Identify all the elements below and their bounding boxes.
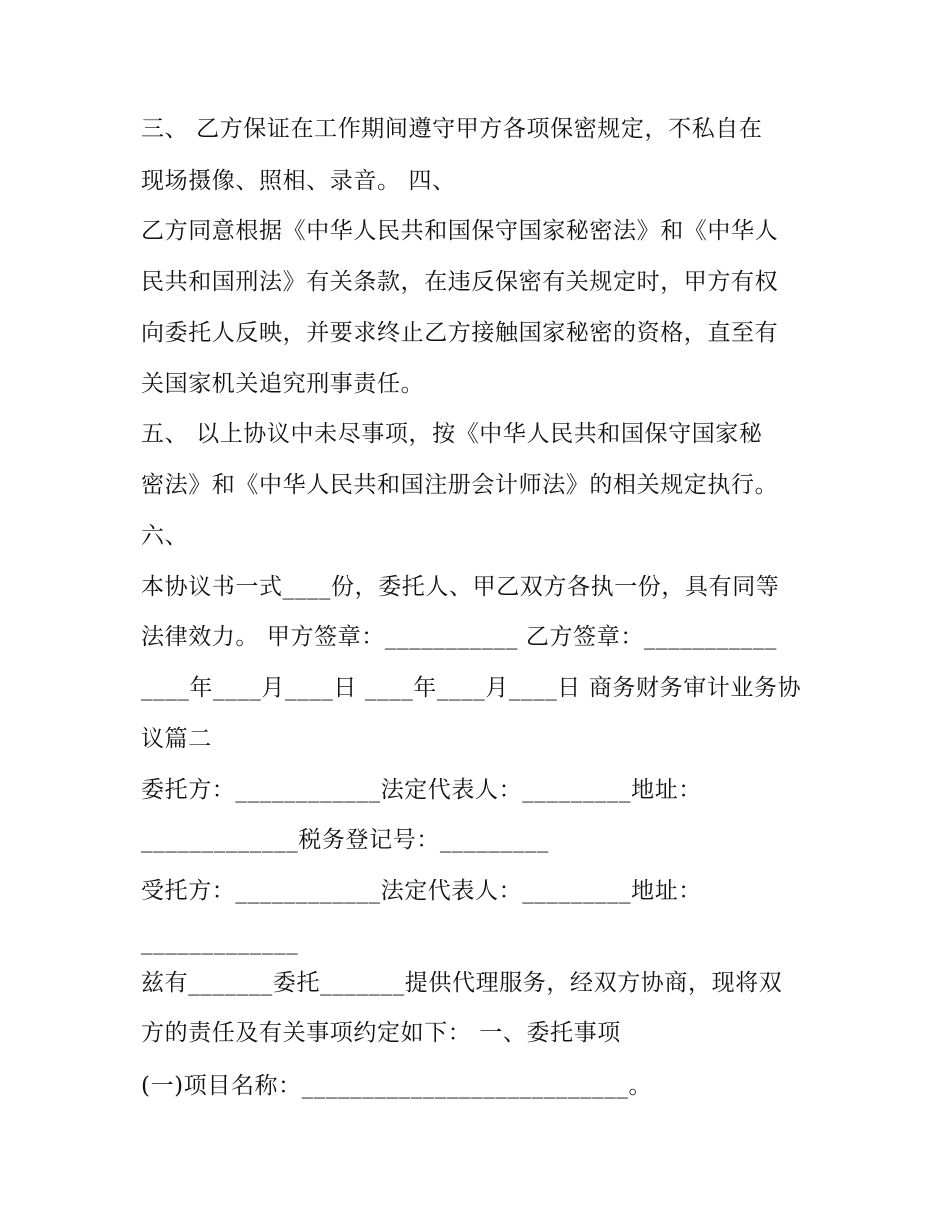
paragraph-line: 六、: [141, 523, 189, 549]
paragraph-line: 本协议书一式____份，委托人、甲乙双方各执一份，具有同等: [141, 574, 780, 600]
paragraph-line: 乙方同意根据《中华人民共和国保守国家秘密法》和《中华人: [141, 218, 779, 244]
paragraph-line: 法律效力。 甲方签章：___________ 乙方签章：___________: [141, 624, 778, 650]
paragraph-line: 三、 乙方保证在工作期间遵守甲方各项保密规定，不私自在: [141, 116, 763, 142]
paragraph-line: 现场摄像、照相、录音。 四、: [141, 168, 456, 194]
paragraph-line: 密法》和《中华人民共和国注册会计师法》的相关规定执行。: [141, 472, 779, 498]
paragraph-line: _____________税务登记号：_________: [141, 827, 549, 853]
paragraph-line: (一)项目名称：___________________________。: [141, 1073, 653, 1099]
paragraph-line: _____________: [141, 929, 299, 955]
paragraph-line: 方的责任及有关事项约定如下： 一、委托事项: [141, 1020, 621, 1046]
paragraph-line: 五、 以上协议中未尽事项，按《中华人民共和国保守国家秘: [141, 421, 763, 447]
paragraph-line: 兹有_______委托_______提供代理服务，经双方协商，现将双: [141, 970, 783, 996]
paragraph-line: 委托方：____________法定代表人：_________地址：: [141, 777, 702, 803]
paragraph-line: 向委托人反映，并要求终止乙方接触国家秘密的资格，直至有: [141, 320, 779, 346]
paragraph-line: 民共和国刑法》有关条款，在违反保密有关规定时，甲方有权: [141, 269, 779, 295]
paragraph-line: 受托方：____________法定代表人：_________地址：: [141, 878, 702, 904]
paragraph-line: 议篇二: [141, 726, 212, 752]
paragraph-line: ____年____月____日 ____年____月____日 商务财务审计业务协: [141, 675, 802, 701]
paragraph-line: 关国家机关追究刑事责任。: [141, 371, 425, 397]
